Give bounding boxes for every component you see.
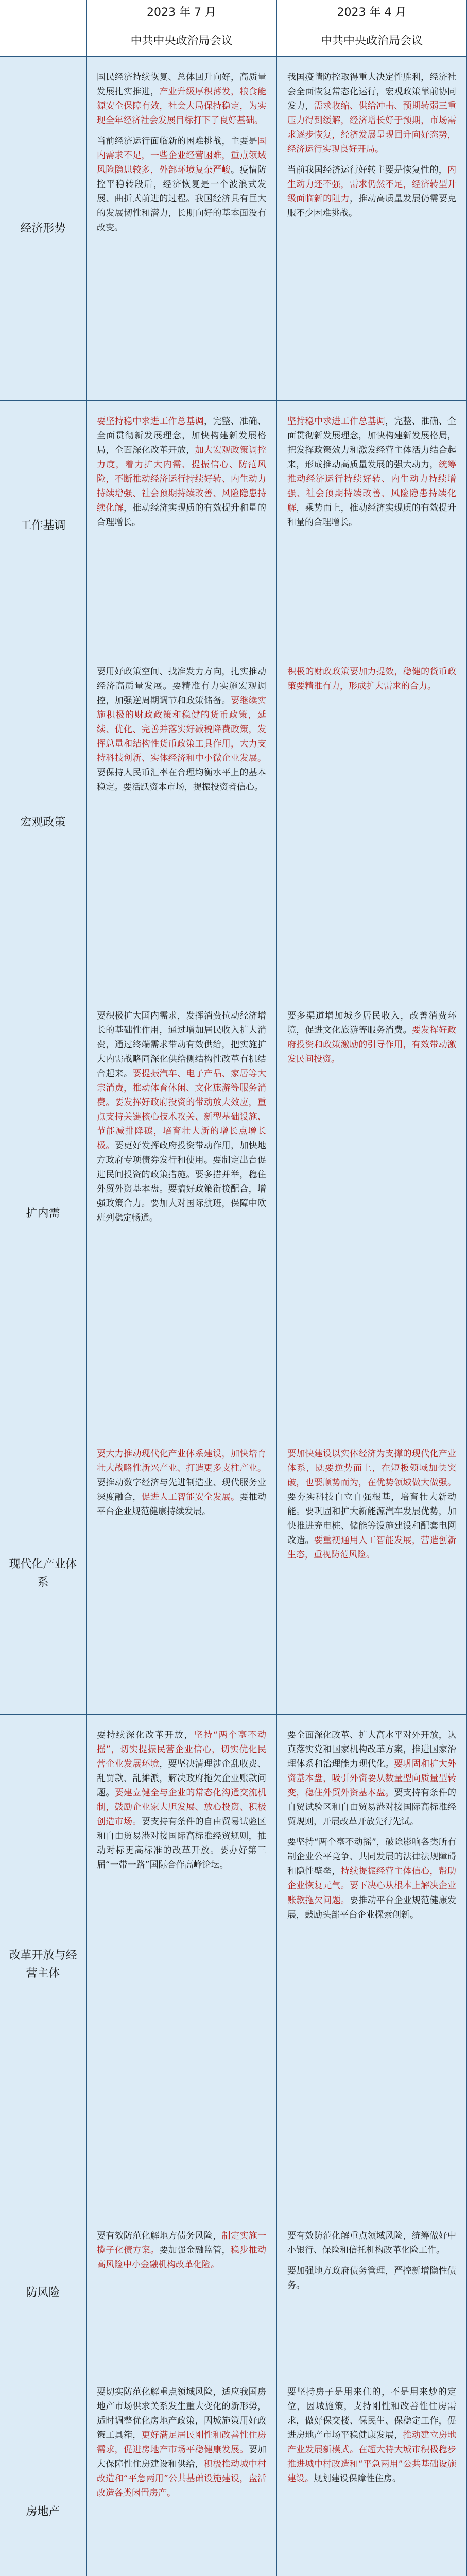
header-corner [0,0,87,57]
highlighted-text: 在超大特大城市积极稳步推进城中村改造和“平急两用”公共基础设施建设。 [287,2445,457,2484]
body-text: 要夯实科技自立自强根基，培育壮大新动能。要巩固和扩大新能源汽车发展优势，加快推进充电桩、储能等设施建设和配套电网改造。 [287,1492,456,1546]
highlighted-text: 积极的财政政策要加力提效，稳健的货币政策要精准有力，形成扩大需求的合力。 [287,666,456,691]
body-text: ，推动经济实现质的有效提升和量的合理增长。 [97,503,266,528]
paragraph [97,1728,266,1872]
jul-content [87,995,277,1433]
body-text: ，推动高质量发展仍需要克服不少困难挑战。 [287,194,457,219]
row-label-text: 宏观政策 [20,816,66,829]
paragraph [97,70,266,128]
body-text: ，要坚决清理涉企乱收费、乱罚款、乱摊派，解决政府拖欠企业账款问题。 [97,1759,267,1799]
highlighted-text: 要提振汽车、电子产品、家居等大宗消费，推动体育休闲、文化旅游等服务消费。要发挥好政府投资的带动放大效应，重点支持关键核心技术攻关、新型基础设施、节能减排降碳，培育壮大新的增长点增长极。 [97,1068,267,1151]
body-text: 要有效防范化解重点领域风险，统筹做好中小银行、保险和信托机构改革化险工作。 [287,2230,456,2256]
body-text: 要保持人民币汇率在合理均衡水平上的基本稳定。要活跃资本市场，提振投资者信心。 [97,767,266,792]
body-text: 要切实防范化解重点领域风险，适应我国房地产市场供求关系发生重大变化的新形势，适时调整优化房地产政策，因城施策用好政策工具箱， [97,2387,266,2441]
paragraph [287,1835,456,1922]
body-text: 要加强金融监管， [159,2245,231,2256]
highlighted-text: 加大宏观政策调控力度，着力扩大内需、提振信心、防范风险，不断推动经济运行持续好转、内生动力持续增强、社会预期持续改善、风险隐患持续化解 [97,445,267,514]
row-label-text: 扩内需 [26,1207,60,1221]
paragraph [97,2229,266,2272]
highlighted-text: 内生动力还不强，需求仍然不足，经济转型升级面临新的阻力 [287,165,456,205]
jul-content [87,2215,277,2372]
row-label-text: 房地产 [26,2505,60,2519]
body-text: 要支持有条件的自由贸易试验区和自由贸易港对接国际高标准经贸规则，推动对标更高标准的改革开放。要办好第三届“一带一路”国际合作高峰论坛。 [97,1817,267,1871]
highlighted-text: 要下决心从根本上解决企业账款拖欠问题。 [287,1880,457,1906]
row-label-text: 经济形势 [20,222,66,235]
row-label [0,57,87,401]
row-label [0,1715,87,2215]
highlighted-text: 持续提振经营主体信心，帮助企业恢复元气。 [287,1866,457,1891]
paragraph [287,1447,456,1562]
body-text: 要加大保障性住房建设和供给， [97,2445,267,2470]
paragraph [97,134,266,235]
body-text: 规划建设保障性住房。 [314,2473,401,2484]
row-label-text: 现代化产业体系 [9,1558,77,1589]
body-text: ，完整、准确、全面贯彻新发展理念，加快构建新发展格局，把发挥政策效力和激发经营主体活力结合起来，形成推动高质量发展的强大动力， [287,416,457,470]
apr-content [277,57,467,401]
row-label [0,2371,87,2576]
jul-content [87,1433,277,1715]
highlighted-text: 要重视通用人工智能发展，营造创新生态，重视防范风险。 [287,1535,457,1560]
row-label-text: 工作基调 [20,519,66,532]
body-text: 要推动数字经济与先进制造业、现代服务业深度融合， [97,1477,266,1502]
body-text: 要积极扩大国内需求，发挥消费拉动经济增长的基础性作用，通过增加居民收入扩大消费，通过终端需求带动有效供给，把实施扩大内需战略同深化供给侧结构性改革有机结合起来。 [97,1010,266,1079]
jul-content [87,57,277,401]
paragraph [287,2264,456,2293]
body-text: 要更好发挥政府投资带动作用，加快地方政府专项债券发行和使用。要制定出台促进民间投资的政策措施。要多措并举，稳住外贸外资基本盘。要搞好政策衔接配合，增强政策合力。要加大对国际航班，保障中欧班列稳定畅通。 [97,1140,267,1224]
highlighted-text: 坚持稳中求进工作总基调 [287,416,386,427]
body-text: 。疫情防控平稳转段后，经济恢复是一个波浪式发展、曲折式前进的过程。我国经济具有巨大的发展韧性和潜力，长期向好的基本面没有改变。 [97,165,266,233]
apr-content [277,995,467,1433]
highlighted-text: 积极推动城中村改造和“平急两用”公共基础设施建设，盘活改造各类闲置房产。 [97,2459,266,2499]
apr-content [277,2371,467,2576]
paragraph [97,665,266,794]
body-text: 要全面深化改革、扩大高水平对外开放，认真落实党和国家机构改革方案，推进国家治理体系和治理能力现代化。 [287,1730,456,1770]
body-text: 要坚持房子是用来住的，不是用来炒的定位，因城施策，支持刚性和改善性住房需求，做好保交楼、保民生、保稳定工作，促进房地产市场平稳健康发展， [287,2387,456,2441]
apr-content [277,401,467,651]
body-text: ，完整、准确、全面贯彻新发展理念，加快构建新发展格局，全面深化改革开放， [97,416,266,455]
row-label [0,651,87,995]
highlighted-text: 制定实施一揽子化债方案。 [97,2230,267,2256]
body-text: 要坚持“两个毫不动摇”，破除影响各类所有制企业公平竞争、共同发展的法律法规障碍和隐性壁垒， [287,1837,456,1877]
body-text: 要多渠道增加城乡居民收入，改善消费环境，促进文化旅游等服务消费。 [287,1010,456,1036]
apr-content [277,2215,467,2372]
body-text: 国民经济持续恢复、总体回升向好，高质量发展扎实推进， [97,72,266,97]
row-label [0,401,87,651]
highlighted-text: 产业升级厚积薄发，粮食能源安全保障有效，社会大局保持稳定，为实现全年经济社会发展目标打下了良好基础。 [97,87,267,126]
apr-content [277,651,467,995]
body-text: 要持续深化改革开放， [97,1730,194,1741]
body-text: 要加强地方政府债务管理，严控新增隐性债务。 [287,2265,456,2291]
paragraph [97,414,266,530]
highlighted-text: 要发挥好政府投资和政策激励的引导作用，有效带动激发民间投资。 [287,1025,457,1064]
paragraph [287,665,456,693]
highlighted-text: 需求收缩、供给冲击、预期转弱三重压力得到缓解，经济增长好于预期，市场需求逐步恢复，经济发展呈现回升向好态势，经济运行实现良好开局。 [287,101,457,155]
paragraph [287,2229,456,2258]
highlighted-text: 统筹推动经济运行持续好转、内生动力持续增强、社会预期持续改善、风险隐患持续化解 [287,460,457,514]
apr-content [277,1433,467,1715]
paragraph [287,163,456,221]
highlighted-text: 要继续实施积极的财政政策和稳健的货币政策，延续、优化、完善并落实好减税降费政策，发挥总量和结构性货币政策工具作用，大力支持科技创新、实体经济和中小微企业发展。 [97,695,266,764]
jul-content [87,2371,277,2576]
paragraph [97,1009,266,1226]
body-text: 要有效防范化解地方债务风险， [97,2230,222,2241]
header-apr-title: 中共中央政治局会议 [277,23,467,57]
body-text: ，乘势而上，推动经济实现质的有效提升和量的合理增长。 [287,503,457,528]
highlighted-text: 要建立健全与企业的常态化沟通交流机制，鼓励企业家大胆发展、放心投资、积极创造市场。 [97,1788,267,1827]
highlighted-text: 要加快建设以实体经济为支撑的现代化产业体系，既要逆势而上，在短板领域加快突破，也要顺势而为，在优势领域做大做强。 [287,1448,456,1488]
highlighted-text: 要巩固和扩大外资基本盘，吸引外资要从数量型向质量型转变，稳住外贸外资基本盘。 [287,1759,457,1799]
paragraph [287,2385,456,2486]
paragraph [287,1009,456,1066]
header-jul-title: 中共中央政治局会议 [87,23,277,57]
body-text: 要用好政策空间、找准发力方向，扎实推动经济高质量发展。要精准有力实施宏观调控，加强逆周期调节和政策储备。 [97,666,266,706]
body-text: 要推动平台企业规范健康发展，鼓励头部平台企业探索创新。 [287,1895,457,1920]
paragraph [97,2385,266,2500]
body-text: 当前我国经济运行好转主要是恢复性的， [287,165,447,176]
row-label [0,995,87,1433]
highlighted-text: 国内需求不足，一些企业经营困难，重点领域风险隐患较多，外部环境复杂严峻 [97,136,266,176]
highlighted-text: 要坚持稳中求进工作总基调 [97,416,204,427]
paragraph [287,1728,456,1829]
body-text: 我国疫情防控取得重大决定性胜利，经济社会全面恢复常态化运行，宏观政策靠前协同发力， [287,72,456,112]
highlighted-text: 更好满足居民刚性和改善性住房需求，促进房地产市场平稳健康发展。 [97,2430,267,2455]
body-text: 要支持有条件的自贸试验区和自由贸易港对接国际高标准经贸规则，开展改革开放先行先试。 [287,1788,457,1827]
header-jul-date: 2023 年 7 月 [87,0,277,23]
paragraph [97,1447,266,1519]
jul-content [87,1715,277,2215]
row-label-text: 改革开放与经营主体 [9,1949,77,1980]
highlighted-text: 要大力推动现代化产业体系建设，加快培育壮大战略性新兴产业、打造更多支柱产业。 [97,1448,266,1473]
paragraph [287,414,456,530]
highlighted-text: 稳步推动高风险中小金融机构改革化险。 [97,2245,267,2270]
highlighted-text: 促进人工智能安全发展。 [141,1492,240,1502]
row-label [0,1433,87,1715]
jul-content [87,651,277,995]
highlighted-text: 推动建立房地产业发展新模式。 [287,2430,457,2455]
apr-content [277,1715,467,2215]
highlighted-text: 坚持“两个毫不动摇”，切实提振民营企业信心，切实优化民营企业发展环境 [97,1730,267,1770]
body-text: 要推动平台企业规范健康持续发展。 [97,1492,267,1517]
paragraph [287,70,456,157]
body-text: 当前经济运行面临新的困难挑战，主要是 [97,136,257,147]
header-apr-date: 2023 年 4 月 [277,0,467,23]
jul-content [87,401,277,651]
row-label [0,2215,87,2372]
row-label-text: 防风险 [26,2286,60,2300]
